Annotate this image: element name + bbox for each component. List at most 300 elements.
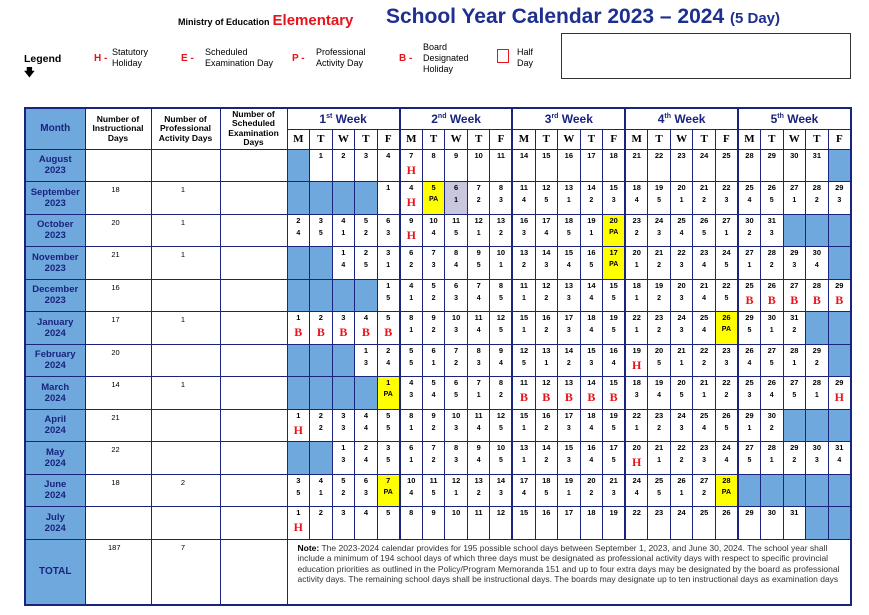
cycle-day: 5: [611, 424, 616, 432]
date-number: 19: [632, 345, 641, 355]
day-cell: [467, 409, 490, 442]
date-number: 30: [812, 248, 822, 257]
day-cell: [310, 474, 333, 507]
count-value: 1: [180, 380, 186, 389]
day-cell: [377, 409, 400, 442]
cycle-day: 5: [498, 457, 503, 464]
count-prof: [151, 279, 220, 312]
date-number: 5: [341, 475, 346, 485]
day-cell: [603, 474, 626, 507]
date-number: 21: [654, 443, 664, 452]
day-cell: [806, 442, 829, 475]
week-header: [512, 108, 625, 129]
date-number: 31: [790, 313, 799, 322]
date-number: 4: [386, 150, 391, 160]
date-number: 1: [296, 410, 301, 420]
cycle-day: 4: [747, 197, 752, 204]
date-number: 17: [519, 475, 529, 485]
cycle-day: 2: [702, 197, 707, 204]
day-cell: [512, 214, 535, 247]
week-suffix: rd: [551, 112, 559, 120]
date-number: 2: [318, 410, 323, 420]
cycle-day: 5: [566, 229, 571, 237]
count-instr: [85, 474, 151, 507]
empty-day-cell: [287, 149, 310, 182]
day-cell: [535, 409, 558, 442]
day-cell: [625, 377, 648, 410]
count-instr: [85, 507, 151, 540]
day-cell: [670, 214, 693, 247]
cycle-day: 3: [589, 359, 594, 367]
empty-day-cell: [355, 377, 378, 410]
empty-day-cell: [783, 474, 806, 507]
cycle-day: 1: [792, 197, 797, 204]
day-cell: [670, 409, 693, 442]
day-cell: [310, 312, 333, 345]
weekday-header: F: [603, 129, 626, 149]
weekday-header: T: [467, 129, 490, 149]
day-cell: [377, 442, 400, 475]
cycle-day: 4: [747, 359, 752, 367]
date-number: 11: [520, 280, 528, 290]
date-number: 1: [363, 345, 368, 355]
day-cell: [558, 377, 581, 410]
month-row: [25, 247, 851, 280]
date-number: 15: [609, 280, 618, 290]
date-number: 29: [835, 378, 844, 387]
day-cell: [603, 312, 626, 345]
count-value: 14: [111, 380, 120, 389]
day-cell: [512, 279, 535, 312]
count-prof: [151, 182, 220, 215]
cycle-day: 3: [634, 392, 639, 399]
day-cell: [445, 182, 468, 215]
day-cell: [760, 214, 783, 247]
day-cell: [332, 507, 355, 540]
day-cell: [806, 182, 829, 215]
day-cell: [445, 214, 468, 247]
date-number: 14: [564, 345, 573, 355]
date-number: 11: [452, 215, 461, 225]
date-number: 20: [677, 280, 686, 290]
cycle-day: 3: [544, 262, 549, 269]
date-number: 12: [542, 378, 551, 387]
empty-day-cell: [287, 279, 310, 312]
count-instr: [85, 409, 151, 442]
cycle-day: 3: [566, 294, 571, 302]
count-value: 1: [180, 185, 186, 194]
date-number: 16: [542, 313, 551, 322]
cycle-day: 1: [522, 294, 526, 302]
date-number: 14: [542, 443, 551, 452]
cycle-day: 4: [409, 489, 414, 497]
date-number: 6: [454, 378, 459, 387]
cycle-day: 5: [544, 197, 549, 204]
date-number: 12: [496, 313, 506, 322]
day-cell: [648, 344, 671, 377]
date-number: 16: [564, 150, 573, 160]
day-cell: [467, 507, 490, 540]
day-cell: [738, 442, 761, 475]
date-number: 22: [654, 150, 664, 160]
day-cell: [558, 507, 581, 540]
cycle-day: 5: [702, 229, 707, 237]
date-number: 20: [587, 475, 596, 485]
cycle-day: 2: [522, 262, 526, 269]
date-number: 6: [409, 248, 414, 257]
date-number: 10: [451, 313, 461, 322]
day-cell: [603, 182, 626, 215]
day-cell: [400, 507, 423, 540]
week-number: 1: [319, 111, 327, 126]
date-number: 22: [699, 345, 709, 355]
cycle-day: 4: [589, 294, 594, 302]
date-number: 1: [386, 280, 391, 290]
cycle-day: 3: [657, 229, 661, 237]
date-number: 21: [699, 280, 709, 290]
cycle-day: 5: [611, 294, 616, 302]
empty-day-cell: [828, 474, 851, 507]
board-holiday-marker: B: [294, 325, 303, 339]
cycle-day: 2: [679, 457, 684, 464]
cycle-day: 3: [454, 424, 459, 432]
day-cell: [490, 149, 513, 182]
blank-notes-box: [561, 33, 851, 79]
date-number: 10: [474, 150, 483, 160]
day-cell: [400, 474, 423, 507]
cycle-day: 2: [657, 327, 661, 334]
date-number: 24: [699, 150, 709, 160]
count-value: 20: [111, 217, 120, 227]
day-cell: [490, 409, 513, 442]
cycle-day: 1: [702, 392, 707, 399]
cycle-day: 4: [724, 457, 729, 464]
cycle-day: 2: [702, 489, 707, 497]
weekday-header: W: [558, 129, 581, 149]
date-number: 22: [722, 183, 731, 192]
day-cell: [648, 182, 671, 215]
holiday-marker: H: [632, 357, 642, 372]
date-number: 4: [409, 280, 414, 290]
date-number: 11: [429, 475, 438, 485]
date-number: 7: [431, 443, 436, 452]
date-number: 23: [722, 345, 731, 355]
date-number: 17: [609, 248, 618, 257]
date-number: 9: [476, 248, 481, 257]
count-exam: [220, 279, 287, 312]
pa-marker: PA: [609, 228, 619, 236]
empty-day-cell: [806, 409, 829, 442]
cycle-day: 4: [476, 424, 481, 432]
day-cell: [377, 507, 400, 540]
weekday-header: T: [355, 129, 378, 149]
legend-text: Scheduled Examination Day: [205, 47, 274, 68]
date-number: 18: [587, 410, 596, 420]
day-cell: [783, 344, 806, 377]
day-cell: [738, 247, 761, 280]
cycle-day: 4: [611, 359, 616, 367]
day-cell: [377, 312, 400, 345]
date-number: 26: [722, 410, 731, 420]
day-cell: [467, 279, 490, 312]
date-number: 27: [790, 280, 799, 290]
date-number: 12: [496, 410, 506, 420]
date-number: 12: [519, 345, 529, 355]
date-number: 7: [476, 280, 481, 290]
day-cell: [467, 149, 490, 182]
date-number: 18: [632, 378, 641, 387]
empty-day-cell: [310, 442, 333, 475]
day-cell: [738, 344, 761, 377]
date-number: 14: [587, 378, 596, 387]
day-cell: [715, 507, 738, 540]
cycle-day: 1: [769, 457, 774, 464]
month-name: March 2024: [25, 377, 85, 410]
count-value: 18: [111, 477, 120, 487]
day-cell: [377, 247, 400, 280]
day-cell: [670, 149, 693, 182]
cycle-day: 2: [318, 424, 323, 432]
cycle-day: 2: [724, 392, 729, 399]
date-number: 12: [542, 280, 551, 290]
date-number: 9: [409, 215, 414, 225]
cycle-day: 5: [769, 359, 774, 367]
date-number: 24: [677, 508, 686, 517]
month-row: [25, 377, 851, 410]
day-cell: [738, 312, 761, 345]
count-value: 2: [180, 477, 186, 487]
board-holiday-marker: B: [835, 292, 844, 307]
total-value: 187: [107, 542, 121, 552]
cycle-day: 5: [522, 359, 526, 367]
date-number: 10: [407, 475, 416, 485]
date-number: 25: [722, 150, 731, 160]
date-number: 19: [564, 475, 573, 485]
date-number: 15: [609, 378, 618, 387]
date-number: 30: [767, 313, 776, 322]
date-number: 26: [767, 378, 776, 387]
date-number: 4: [409, 183, 414, 192]
day-cell: [760, 279, 783, 312]
cycle-day: 3: [454, 457, 459, 464]
date-number: 28: [745, 150, 754, 160]
day-cell: [377, 279, 400, 312]
day-cell: [400, 279, 423, 312]
date-number: 19: [609, 410, 618, 420]
date-number: 2: [363, 248, 368, 257]
day-cell: [355, 312, 378, 345]
date-number: 8: [454, 443, 459, 452]
cycle-day: 4: [454, 262, 459, 269]
cycle-day: 1: [522, 327, 526, 334]
date-number: 29: [790, 248, 799, 257]
cycle-day: 4: [476, 457, 481, 464]
day-cell: [467, 214, 490, 247]
day-cell: [490, 279, 513, 312]
date-number: 3: [341, 508, 346, 517]
cycle-day: 2: [657, 294, 661, 302]
cycle-day: 5: [747, 457, 752, 464]
day-cell: [625, 312, 648, 345]
cycle-day: 4: [702, 262, 707, 269]
cycle-day: 2: [702, 359, 707, 367]
cycle-day: 4: [522, 489, 526, 497]
week-header: [400, 108, 513, 129]
date-number: 1: [296, 508, 301, 517]
date-number: 29: [835, 183, 844, 192]
date-number: 11: [496, 150, 505, 160]
day-cell: [580, 377, 603, 410]
day-cell: [467, 247, 490, 280]
date-number: 25: [699, 410, 709, 420]
day-cell: [377, 344, 400, 377]
note-cell: [287, 539, 851, 605]
date-number: 15: [587, 345, 596, 355]
cycle-day: 1: [409, 327, 414, 334]
date-number: 23: [654, 508, 664, 517]
weekday-header: F: [490, 129, 513, 149]
day-cell: [512, 149, 535, 182]
empty-day-cell: [806, 474, 829, 507]
date-number: 20: [609, 215, 618, 225]
date-number: 1: [386, 183, 391, 192]
day-cell: [693, 312, 716, 345]
day-cell: [783, 312, 806, 345]
empty-day-cell: [806, 507, 829, 540]
day-cell: [715, 247, 738, 280]
date-number: 31: [812, 150, 822, 160]
day-cell: [332, 214, 355, 247]
day-cell: [715, 149, 738, 182]
date-number: 3: [341, 313, 346, 322]
empty-day-cell: [783, 214, 806, 247]
cycle-day: 2: [657, 424, 661, 432]
day-cell: [490, 474, 513, 507]
cycle-day: 3: [679, 262, 684, 269]
day-cell: [490, 247, 513, 280]
date-number: 5: [386, 508, 391, 517]
count-prof: [151, 312, 220, 345]
count-exam: [220, 312, 287, 345]
date-number: 25: [699, 313, 709, 322]
cycle-day: 3: [702, 457, 707, 464]
cycle-day: 2: [341, 489, 346, 497]
date-number: 17: [542, 215, 551, 225]
day-cell: [490, 344, 513, 377]
day-cell: [648, 312, 671, 345]
day-cell: [535, 182, 558, 215]
holiday-marker: H: [293, 520, 303, 534]
cycle-day: 1: [566, 197, 571, 204]
day-cell: [332, 312, 355, 345]
cycle-day: 4: [341, 262, 346, 269]
day-cell: [445, 507, 468, 540]
day-cell: [332, 474, 355, 507]
empty-day-cell: [287, 247, 310, 280]
cycle-day: 2: [769, 424, 774, 432]
total-instr: [85, 539, 151, 605]
cycle-day: 2: [634, 229, 639, 237]
cycle-day: 4: [634, 197, 639, 204]
date-number: 25: [745, 378, 754, 387]
date-number: 16: [542, 410, 551, 420]
date-number: 15: [519, 410, 529, 420]
date-number: 8: [476, 345, 481, 355]
date-number: 26: [745, 345, 754, 355]
page-title: School Year Calendar 2023 – 2024 (5 Day): [386, 5, 781, 28]
date-number: 20: [677, 378, 686, 387]
cycle-day: 4: [386, 359, 391, 367]
holiday-marker: H: [834, 390, 844, 404]
day-cell: [760, 409, 783, 442]
day-cell: [535, 507, 558, 540]
date-number: 14: [519, 150, 529, 160]
cycle-day: 5: [589, 262, 594, 269]
date-number: 21: [699, 183, 709, 192]
date-number: 5: [409, 345, 414, 355]
cycle-day: 2: [814, 359, 819, 367]
day-cell: [490, 377, 513, 410]
day-cell: [670, 474, 693, 507]
cycle-day: 5: [386, 294, 391, 302]
empty-day-cell: [310, 247, 333, 280]
date-number: 10: [451, 508, 461, 517]
cycle-day: 5: [386, 424, 391, 432]
day-cell: [377, 182, 400, 215]
cycle-day: 3: [611, 489, 616, 497]
cycle-day: 2: [431, 457, 436, 464]
week-suffix: th: [664, 112, 671, 120]
date-number: 15: [564, 443, 573, 452]
week-word: Week: [332, 111, 367, 126]
cycle-day: 5: [498, 424, 503, 432]
day-cell: [625, 279, 648, 312]
count-value: 20: [111, 347, 120, 357]
cycle-day: 1: [409, 294, 414, 302]
day-cell: [715, 182, 738, 215]
day-cell: [760, 312, 783, 345]
day-cell: [738, 377, 761, 410]
cycle-day: 1: [318, 489, 323, 497]
date-number: 26: [767, 183, 776, 192]
legend-text: Board Designated Holiday: [423, 42, 469, 74]
date-number: 1: [341, 443, 346, 452]
cycle-day: 3: [611, 197, 616, 204]
date-number: 7: [476, 378, 481, 387]
cycle-day: 5: [454, 392, 459, 399]
date-number: 27: [790, 183, 799, 192]
day-cell: [445, 409, 468, 442]
cycle-day: 3: [341, 424, 346, 432]
cycle-day: 3: [363, 359, 368, 367]
column-header-instr: Number of Instructional Days: [85, 108, 151, 149]
day-cell: [603, 279, 626, 312]
date-number: 6: [363, 475, 368, 485]
empty-day-cell: [806, 312, 829, 345]
day-cell: [355, 409, 378, 442]
day-cell: [603, 149, 626, 182]
day-cell: [760, 377, 783, 410]
day-cell: [422, 507, 445, 540]
date-number: 10: [496, 443, 506, 452]
date-number: 9: [498, 345, 504, 355]
week-suffix: st: [326, 112, 333, 120]
date-number: 13: [564, 378, 573, 387]
count-instr: [85, 247, 151, 280]
date-number: 10: [496, 248, 506, 257]
day-cell: [422, 442, 445, 475]
day-cell: [648, 247, 671, 280]
